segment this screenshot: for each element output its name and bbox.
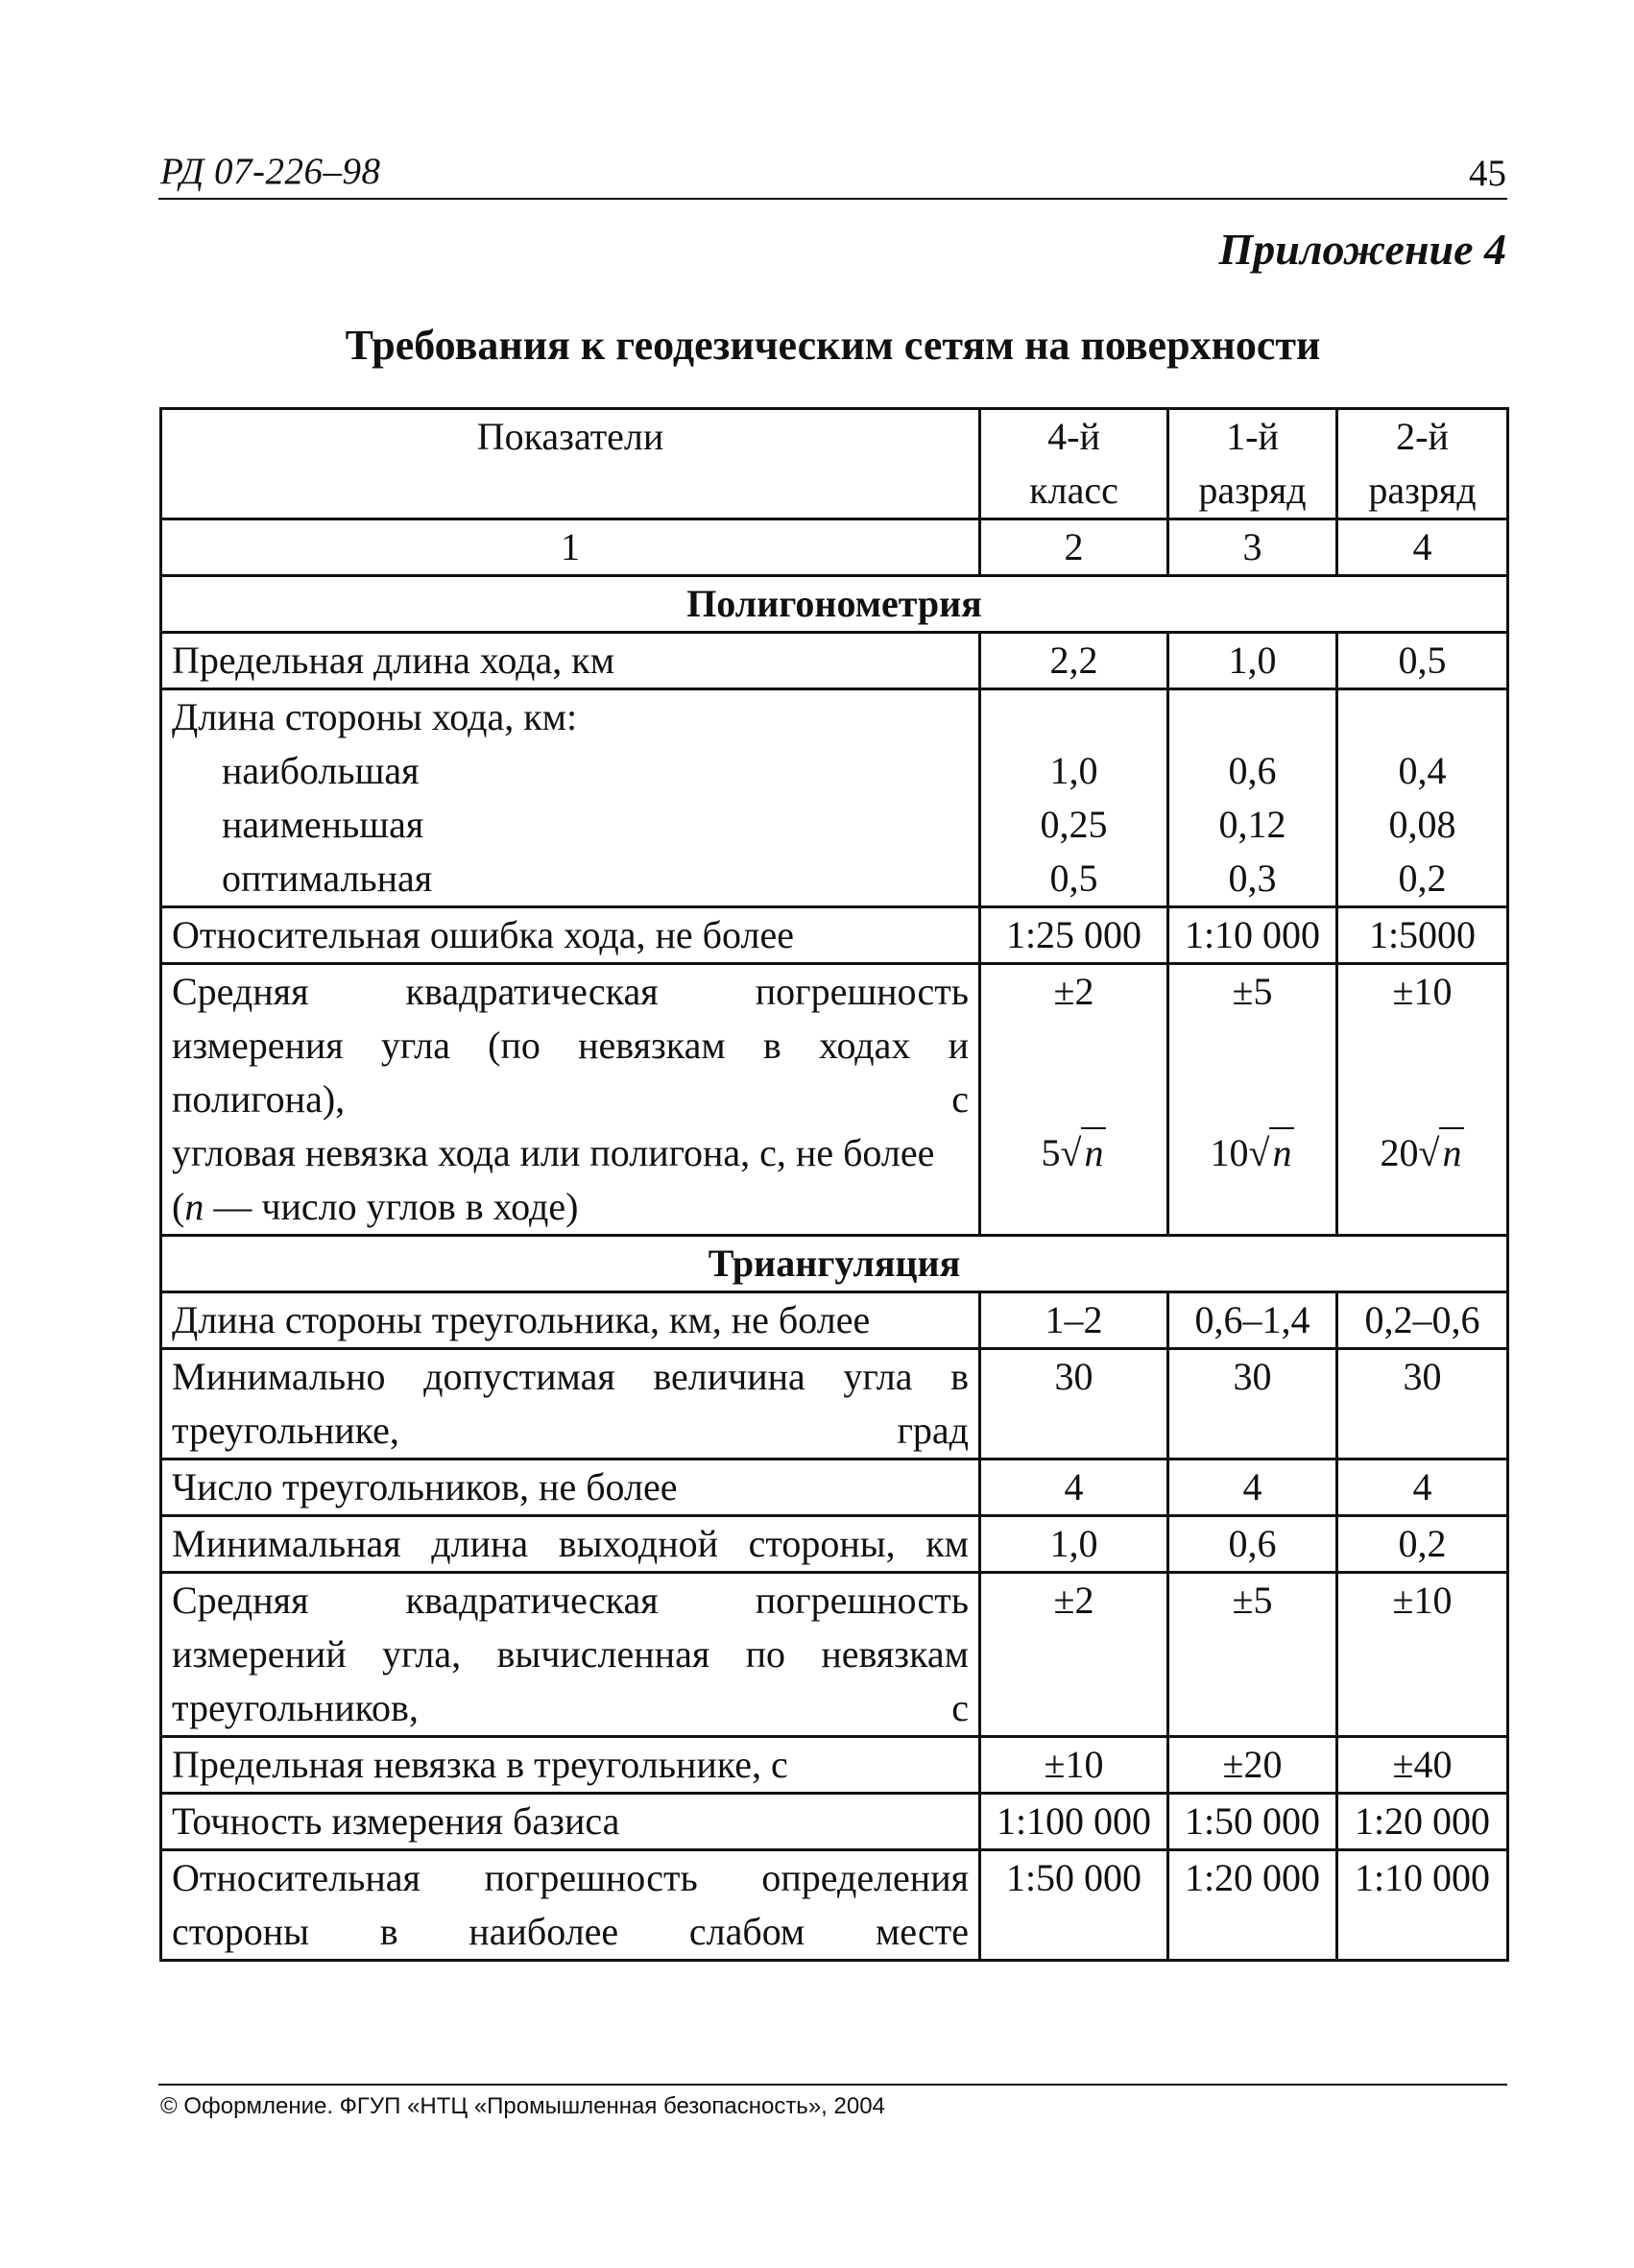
cell-value: 1:50 000: [980, 1850, 1168, 1961]
cell-values: [980, 964, 1168, 1236]
cell-value: ±10: [1337, 1573, 1508, 1737]
row-label-text: угловая невязка хода или полигона, с, не более (: [172, 1131, 935, 1228]
column-header-class4: [980, 409, 1168, 519]
cell-values: [1337, 689, 1508, 907]
row-label: Средняя квадратическая погрешность измерения угла (по невязкам в ходах и полигона), с: [172, 970, 969, 1121]
header-rule: [158, 198, 1507, 200]
cell-value: 0,12: [1218, 803, 1286, 846]
sqrt-formula: [1211, 1126, 1295, 1180]
row-label: Число треугольников, не более: [161, 1460, 980, 1516]
sqrt-formula: [1042, 1126, 1107, 1180]
table-row: [161, 689, 1508, 907]
row-label-text: — число углов в ходе): [204, 1185, 579, 1228]
column-number: 4: [1337, 519, 1508, 576]
row-label: Минимально допустимая величина угла в треугольнике, град: [161, 1349, 980, 1460]
cell-value: 0,2: [1398, 857, 1447, 900]
sqrt-formula: [1381, 1126, 1465, 1180]
cell-value: ±10: [980, 1737, 1168, 1794]
cell-value: 30: [980, 1349, 1168, 1460]
cell-value: 1:10 000: [1337, 1850, 1508, 1961]
square-root-icon: √: [1248, 1131, 1270, 1174]
table-header-row: [161, 409, 1508, 519]
row-label: Длина стороны треугольника, км, не более: [161, 1292, 980, 1349]
column-header-label: 1-й разряд: [1198, 415, 1307, 512]
section-row-triangulation: [161, 1236, 1508, 1292]
row-label-group: [161, 964, 980, 1236]
cell-value: 1,0: [980, 1516, 1168, 1573]
cell-value: 0,25: [1040, 803, 1108, 846]
cell-value: ±5: [1232, 970, 1273, 1013]
formula-coefficient: 5: [1041, 1131, 1061, 1174]
cell-value: 4: [1168, 1460, 1337, 1516]
cell-value: 4: [1337, 1460, 1508, 1516]
formula-coefficient: 20: [1380, 1131, 1419, 1174]
cell-value: 1:100 000: [980, 1794, 1168, 1850]
column-number-row: [161, 519, 1508, 576]
row-label: Точность измерения базиса: [161, 1794, 980, 1850]
formula-radicand: n: [1439, 1127, 1464, 1177]
table-row: [161, 1460, 1508, 1516]
table-row: [161, 1516, 1508, 1573]
row-label: Средняя квадратическая погрешность измерений угла, вычисленная по невязкам треугольников, с: [161, 1573, 980, 1737]
cell-value: 1:20 000: [1337, 1794, 1508, 1850]
table-row: [161, 1737, 1508, 1794]
cell-value: 30: [1168, 1349, 1337, 1460]
cell-value: 1:25 000: [980, 907, 1168, 964]
cell-value: 30: [1337, 1349, 1508, 1460]
appendix-label: Приложение 4: [1218, 225, 1506, 274]
cell-value: 0,5: [1337, 633, 1508, 689]
table-row: [161, 1292, 1508, 1349]
cell-value: 1:20 000: [1168, 1850, 1337, 1961]
square-root-icon: √: [1060, 1131, 1082, 1174]
cell-value: ±40: [1337, 1737, 1508, 1794]
row-label: Предельная длина хода, км: [161, 633, 980, 689]
column-header-rank2: [1337, 409, 1508, 519]
row-label: Предельная невязка в треугольнике, с: [161, 1737, 980, 1794]
cell-value: 1,0: [1049, 749, 1098, 792]
section-heading: Полигонометрия: [161, 576, 1508, 633]
cell-value: ±5: [1168, 1573, 1337, 1737]
column-header-rank1: [1168, 409, 1337, 519]
row-label: Длина стороны хода, км:: [172, 695, 578, 738]
table-row: [161, 1349, 1508, 1460]
cell-values: [1337, 964, 1508, 1236]
table-row: [161, 1850, 1508, 1961]
column-header-indicators: [161, 409, 980, 519]
row-sublabel: наименьшая: [222, 803, 424, 846]
cell-value: 0,2: [1337, 1516, 1508, 1573]
header-doc-code: РД 07-226–98: [160, 151, 381, 192]
cell-values: [980, 689, 1168, 907]
formula-radicand: n: [1081, 1127, 1106, 1177]
footer-copyright: © Оформление. ФГУП «НТЦ «Промышленная безопасность», 2004: [160, 2093, 885, 2119]
cell-value: 0,6: [1228, 749, 1277, 792]
cell-value: ±2: [1053, 970, 1094, 1013]
formula-coefficient: 10: [1210, 1131, 1249, 1174]
column-header-label: 4-й класс: [1029, 415, 1118, 512]
cell-value: 2,2: [980, 633, 1168, 689]
column-number: 2: [980, 519, 1168, 576]
table-row: [161, 1573, 1508, 1737]
row-label-group: [161, 689, 980, 907]
cell-value: 1:5000: [1337, 907, 1508, 964]
section-row-polygonometry: [161, 576, 1508, 633]
cell-value: 0,6–1,4: [1168, 1292, 1337, 1349]
table-row: [161, 907, 1508, 964]
table-row: [161, 633, 1508, 689]
cell-value: 0,6: [1168, 1516, 1337, 1573]
column-number: 1: [161, 519, 980, 576]
column-header-label: Показатели: [476, 415, 664, 458]
row-label: Минимальная длина выходной стороны, км: [161, 1516, 980, 1573]
section-heading: Триангуляция: [161, 1236, 1508, 1292]
cell-value: 0,2–0,6: [1337, 1292, 1508, 1349]
column-header-label: 2-й разряд: [1368, 415, 1477, 512]
column-number: 3: [1168, 519, 1337, 576]
table-row: [161, 1794, 1508, 1850]
footer-rule: [158, 2084, 1507, 2086]
cell-values: [1168, 964, 1337, 1236]
cell-value: 1,0: [1168, 633, 1337, 689]
cell-value: ±10: [1392, 970, 1453, 1013]
cell-value: 1:50 000: [1168, 1794, 1337, 1850]
cell-value: ±20: [1168, 1737, 1337, 1794]
cell-value: 0,08: [1388, 803, 1456, 846]
square-root-icon: √: [1418, 1131, 1440, 1174]
row-label: Относительная ошибка хода, не более: [161, 907, 980, 964]
cell-value: 0,5: [1049, 857, 1098, 900]
row-label: Относительная погрешность определения стороны в наиболее слабом месте: [161, 1850, 980, 1961]
cell-value: 1:10 000: [1168, 907, 1337, 964]
cell-values: [1168, 689, 1337, 907]
cell-value: 4: [980, 1460, 1168, 1516]
formula-radicand: n: [1269, 1127, 1294, 1177]
cell-value: 1–2: [980, 1292, 1168, 1349]
row-sublabel: оптимальная: [222, 857, 433, 900]
page-number: 45: [1469, 153, 1506, 194]
cell-value: 0,4: [1398, 749, 1447, 792]
requirements-table: [159, 407, 1509, 1962]
table-row: [161, 964, 1508, 1236]
cell-value: 0,3: [1228, 857, 1277, 900]
variable-n: n: [184, 1185, 204, 1228]
row-sublabel: наибольшая: [222, 749, 420, 792]
row-label-misclosure: [172, 1126, 969, 1234]
document-title: Требования к геодезическим сетям на поверхности: [345, 322, 1321, 369]
cell-value: ±2: [980, 1573, 1168, 1737]
